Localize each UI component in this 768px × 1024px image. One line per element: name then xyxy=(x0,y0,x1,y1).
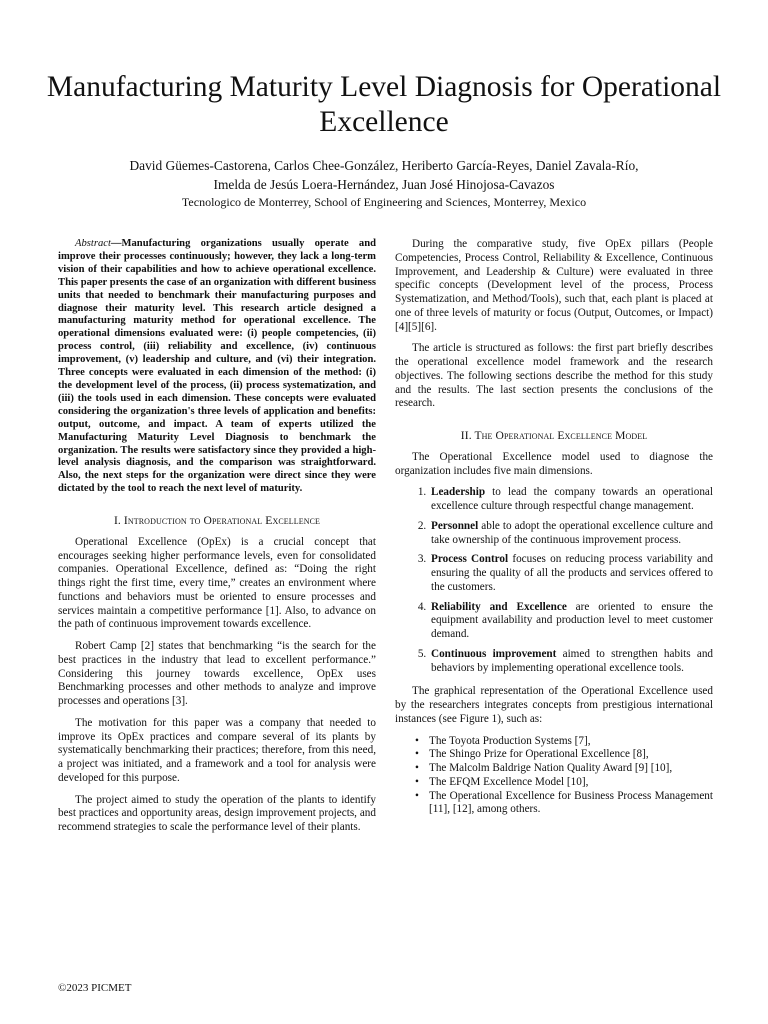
dimension-term: Reliability and Excellence xyxy=(431,600,567,613)
list-item: • The EFQM Excellence Model [10], xyxy=(415,775,589,788)
affiliation: Tecnologico de Monterrey, School of Engineering and Sciences, Monterrey, Mexico xyxy=(181,195,587,209)
authors-line-1: David Güemes-Castorena, Carlos Chee-González, Heriberto García-Reyes, Daniel Zavala-Río, xyxy=(129,158,639,173)
bullet-icon: • xyxy=(415,775,419,788)
intro-paragraph-2: Robert Camp [2] states that benchmarking “is the search for the best practices in the industry that lead to excellent performance.” Considering this journey towards excellence, OpEx uses Benchmarking processes and other methods to analyze and improve processes and operations [3]. xyxy=(58,640,376,708)
dimension-term: Personnel xyxy=(431,519,479,532)
dimension-item: 1. Leadership to lead the company towards an operational excellence culture through respectful change management. xyxy=(429,486,713,514)
intro-paragraph-3: The motivation for this paper was a company that needed to improve its OpEx practices and compare several of its plants by systematically benchmarking their practices; therefore, from this need, a project was initiated, and a framework and a tool for analysis were developed for this purpose. xyxy=(58,716,376,784)
list-item: • The Malcolm Baldrige Nation Quality Award [9] [10], xyxy=(415,762,673,774)
list-item: • The Operational Excellence for Business Process Management [11], [12], among others. xyxy=(415,789,713,816)
dimension-item: 4. Reliability and Excellence are oriented to ensure the equipment availability and production level to meet customer demand. xyxy=(429,601,713,642)
list-item: • The Shingo Prize for Operational Excellence [8], xyxy=(415,748,649,761)
structure-paragraph: The article is structured as follows: the first part briefly describes the operational excellence model framework and the research objectives. The following sections describe the method for this study and the results. The last section presents the conclusions of the research. xyxy=(395,342,713,410)
list-item: • The Toyota Production Systems [7], xyxy=(415,734,591,747)
bullet-icon: • xyxy=(415,789,419,802)
abstract xyxy=(58,238,376,496)
instance-list xyxy=(395,735,713,818)
bullet-icon: • xyxy=(415,734,419,747)
dimension-item: 5. Continuous improvement aimed to strengthen habits and behaviors by implementing operational excellence tools. xyxy=(429,648,713,676)
dimension-term: Leadership xyxy=(431,486,486,499)
bullet-icon: • xyxy=(415,762,419,774)
paper-title: Manufacturing Maturity Level Diagnosis for Operational Excellence xyxy=(46,71,722,138)
abstract-lead: Abstract xyxy=(75,238,111,249)
model-intro-paragraph: The Operational Excellence model used to diagnose the organization includes five main dimensions. xyxy=(395,450,713,477)
intro-paragraph-4: The project aimed to study the operation of the plants to identify best practices and opportunity areas, design improvement projects, and recommend strategies to scale the performance level of their plants. xyxy=(58,793,376,834)
authors-line-2: Imelda de Jesús Loera-Hernández, Juan José Hinojosa-Cavazos xyxy=(213,177,555,192)
bullet-icon: • xyxy=(415,748,419,761)
author-list xyxy=(40,156,728,194)
left-column xyxy=(58,238,376,843)
graphical-representation-paragraph: The graphical representation of the Operational Excellence used by the researchers integrates concepts from prestigious international instances (see Figure 1), such as: xyxy=(395,685,713,725)
dimension-term: Continuous improvement xyxy=(431,647,557,660)
intro-paragraph-1: Operational Excellence (OpEx) is a crucial concept that encourages seeking higher performance levels, even for consolidated companies. Operational Excellence, defined as: “Doing the right things right the first time, every time,” creates an environment where functions and behaviors must be oriented to ensure processes and services maintain a competitive performance [1]. Also, to advance on the path of continuous improvement towards excellence. xyxy=(58,535,376,631)
copyright-footer: ©2023 PICMET xyxy=(58,982,132,994)
dimension-list xyxy=(395,486,713,675)
comparative-study-paragraph: During the comparative study, five OpEx pillars (People Competencies, Process Control, Reliability & Excellence, Continuous Improvement, and Leadership & Culture) were evaluated in three specific concepts (Development level of the process, Process Systematization, and Method/Tools), such that, each plant is placed at one of three levels of maturity or focus (Output, Outcomes, or Impact) [4][5][6]. xyxy=(395,238,713,333)
dimension-item: 3. Process Control focuses on reducing process variability and ensuring the quality of all the products and services offered to the customers. xyxy=(429,553,713,594)
dimension-term: Process Control xyxy=(431,553,509,566)
right-column xyxy=(395,238,713,817)
abstract-text: —Manufacturing organizations usually operate and improve their processes continuously; however, they lack a long-term vision of their capabilities and how to achieve operational excellence. This paper presents the case of an organization with different business units that needed to benchmark their manufacturing purposes and diagnose their maturity level. This research article designed a manufacturing maturity method for operational excellence. The operational dimensions evaluated were: (i) people competencies, (ii) process control, (iii) reliability and excellence, (iv) continuous improvement, (v) leadership and culture, and (vi) their integration. Three concepts were evaluated in each dimension of the method: (i) the development level of the process, (ii) process systematization, and (iii) the tools used in each dimension. These concepts were evaluated considering the organization's three levels of application and benefits: output, outcome, and impact. A team of experts utilized the Manufacturing Maturity Level Diagnosis to benchmark the organization. The results were satisfactory since they provided a high-level analysis diagnosis, and the comparison was straightforward. Also, the next steps for the organization were direct since they were dictated by the tool to reach the next level of maturity. xyxy=(58,238,376,495)
dimension-item: 2. Personnel able to adopt the operational excellence culture and take ownership of the continuous improvement process. xyxy=(429,520,713,548)
section-heading-introduction: I. Introduction to Operational Excellence xyxy=(113,514,321,528)
section-heading-opex-model: II. The Operational Excellence Model xyxy=(460,429,648,442)
